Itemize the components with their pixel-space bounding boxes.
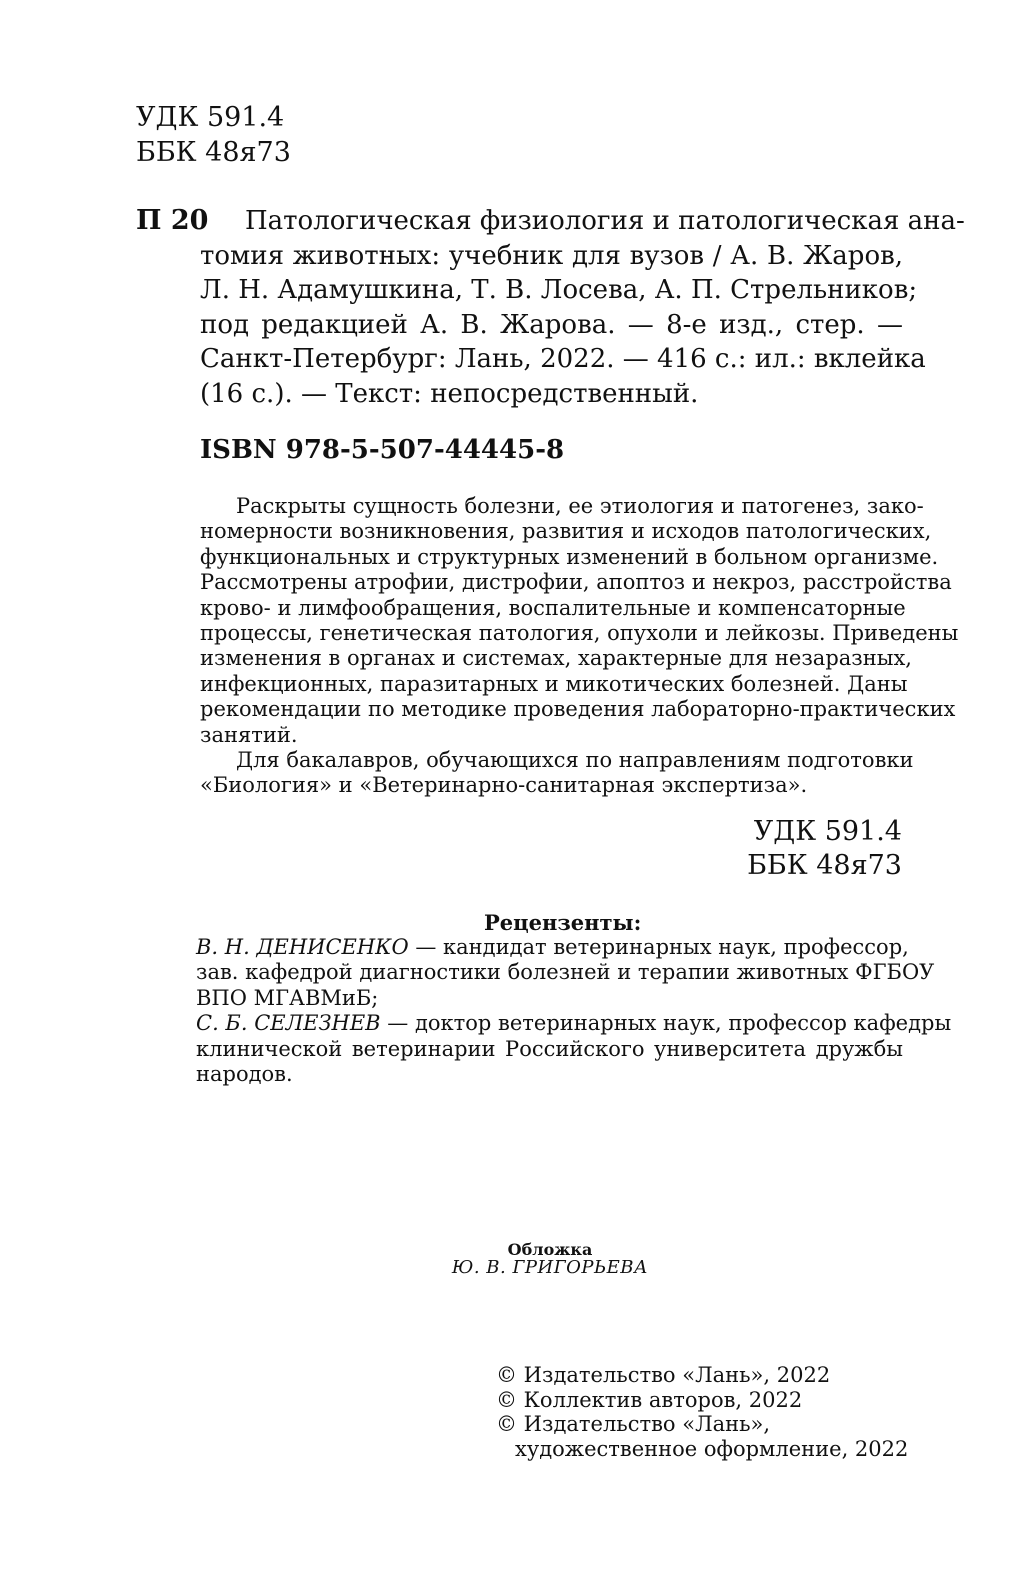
isbn: ISBN 978-5-507-44445-8 bbox=[200, 435, 565, 465]
classification-bottom bbox=[747, 815, 902, 883]
bibliographic-record bbox=[200, 204, 965, 411]
classification-top bbox=[136, 100, 291, 170]
abstract-line: функциональных и структурных изменений в больном организме. bbox=[200, 544, 939, 569]
abstract-line: инфекционных, паразитарных и микотических болезней. Даны bbox=[200, 671, 908, 696]
reviewer-name: С. Б. СЕЛЕЗНЕВ bbox=[196, 1011, 381, 1036]
reviewer-line: народов. bbox=[196, 1062, 293, 1087]
biblio-line: томия животных: учебник для вузов / А. В. Жаров, bbox=[200, 240, 903, 271]
reviewer-line: ВПО МГАВМиБ; bbox=[196, 985, 379, 1010]
abstract-line: номерности возникновения, развития и исходов патологических, bbox=[200, 519, 932, 544]
abstract-line: процессы, генетическая патология, опухоли и лейкозы. Приведены bbox=[200, 621, 959, 646]
reviewers-list bbox=[196, 935, 952, 1087]
abstract-line: «Биология» и «Ветеринарно-санитарная экспертиза». bbox=[200, 773, 808, 798]
udk-code: УДК 591.4 bbox=[753, 816, 902, 847]
reviewer-line: клинической ветеринарии Российского университета дружбы bbox=[196, 1036, 903, 1061]
bbk-code: ББК 48я73 bbox=[136, 137, 291, 168]
biblio-line: (16 с.). — Текст: непосредственный. bbox=[200, 378, 699, 409]
abstract-line: Рассмотрены атрофии, дистрофии, апоптоз и некроз, расстройства bbox=[200, 570, 952, 595]
reviewer-line: В. Н. ДЕНИСЕНКО — кандидат ветеринарных наук, профессор, bbox=[196, 935, 909, 959]
copyright-line: © Коллектив авторов, 2022 bbox=[496, 1387, 803, 1412]
abstract-line: крово- и лимфообращения, воспалительные и компенсаторные bbox=[200, 595, 906, 620]
abstract-line: рекомендации по методике проведения лабораторно-практических bbox=[200, 697, 956, 722]
abstract-line: Раскрыты сущность болезни, ее этиология и патогенез, зако- bbox=[236, 494, 924, 518]
cover-credit-heading: Обложка bbox=[507, 1240, 593, 1259]
copyright-line: художественное оформление, 2022 bbox=[515, 1436, 909, 1461]
cover-designer-name: Ю. В. ГРИГОРЬЕВА bbox=[451, 1257, 649, 1278]
abstract-line: изменения в органах и системах, характерные для незаразных, bbox=[200, 646, 912, 671]
biblio-line: Патологическая физиология и патологическая ана- bbox=[245, 206, 965, 236]
author-mark: П 20 bbox=[136, 205, 209, 236]
copyright-line: © Издательство «Лань», 2022 bbox=[496, 1363, 831, 1387]
bbk-code: ББК 48я73 bbox=[747, 850, 902, 881]
reviewer-line: С. Б. СЕЛЕЗНЕВ — доктор ветеринарных наук, профессор кафедры bbox=[196, 1011, 952, 1036]
abstract-line: занятий. bbox=[200, 722, 298, 747]
biblio-line: Л. Н. Адамушкина, Т. В. Лосева, А. П. Стрельников; bbox=[200, 275, 918, 305]
copyright-block bbox=[496, 1363, 908, 1461]
abstract-line: Для бакалавров, обучающихся по направлениям подготовки bbox=[236, 748, 914, 773]
reviewer-name: В. Н. ДЕНИСЕНКО bbox=[196, 935, 409, 959]
udk-code: УДК 591.4 bbox=[136, 102, 285, 133]
reviewers-heading: Рецензенты: bbox=[484, 910, 642, 935]
copyright-line: © Издательство «Лань», bbox=[496, 1412, 771, 1436]
biblio-line: под редакцией А. В. Жарова. — 8-е изд., стер. — bbox=[200, 309, 903, 340]
reviewer-line: зав. кафедрой диагностики болезней и терапии животных ФГБОУ bbox=[196, 960, 935, 985]
abstract bbox=[200, 494, 959, 799]
biblio-line: Санкт-Петербург: Лань, 2022. — 416 с.: ил.: вклейка bbox=[200, 344, 926, 374]
